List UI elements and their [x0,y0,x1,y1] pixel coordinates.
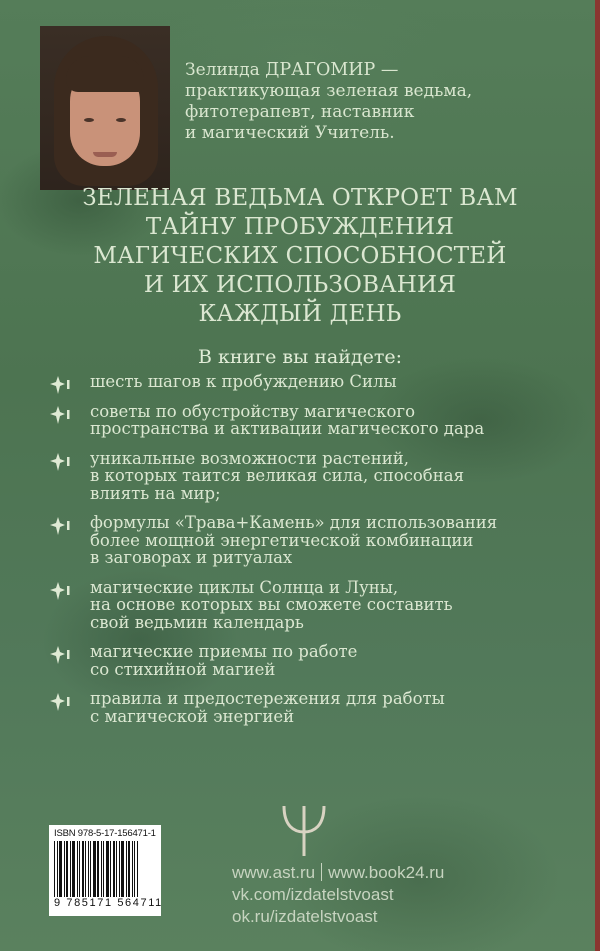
headline-line: ЗЕЛЕНАЯ ВЕДЬМА ОТКРОЕТ ВАМ [82,185,518,211]
feature-item [50,403,570,438]
headline-line: ТАЙНУ ПРОБУЖДЕНИЯ [145,214,455,240]
photo-mouth [93,152,117,157]
headline-line: МАГИЧЕСКИХ СПОСОБНОСТЕЙ [93,243,507,269]
feature-line: шесть шагов к пробуждению Силы [90,372,397,391]
feature-line: влиять на мир; [90,483,221,503]
feature-line: советы по обустройству магического [90,401,416,421]
vk-link[interactable]: vk.com/izdatelstvoast [232,885,394,904]
feature-line: пространства и активации магического дара [90,419,485,438]
psi-trident-logo-icon [278,800,330,858]
feature-line: уникальные возможности растений, [90,448,409,468]
fleur-de-lis-bullet-icon [50,692,72,712]
headline [40,184,560,329]
fleur-de-lis-bullet-icon [50,375,72,395]
photo-eye-right [116,118,126,122]
headline-line: И ИХ ИСПОЛЬЗОВАНИЯ [143,272,457,298]
fleur-de-lis-bullet-icon [50,645,72,665]
feature-line: в которых таится великая сила, способная [90,466,464,485]
feature-line: в заговорах и ритуалах [90,548,293,567]
feature-item [50,643,570,678]
isbn-label: ISBN 978-5-17-156471-1 [54,828,156,839]
feature-line: на основе которых вы сможете составить [90,595,453,614]
feature-item [50,690,570,725]
author-bio-line: фитотерапевт, наставник [185,102,415,122]
feature-item [50,514,570,567]
feature-line: с магической энергией [90,706,295,726]
author-name [185,60,565,81]
author-bio-line: и магический Учитель. [185,123,395,143]
features-list [50,373,570,737]
author-last-name: ДРАГОМИР — [265,60,399,80]
isbn-digits: 9 785171 564711 [54,897,163,909]
fleur-de-lis-bullet-icon [50,452,72,472]
feature-line: магические приемы по работе [90,642,358,661]
spine-edge-strip [595,0,600,951]
photo-eye-left [84,118,94,122]
author-photo [40,26,170,190]
author-bio [185,60,565,144]
fleur-de-lis-bullet-icon [50,581,72,601]
isbn-barcode [49,825,161,916]
publisher-links [232,862,444,928]
feature-line: более мощной энергетической комбинации [90,530,474,550]
barcode-bars [54,841,156,905]
feature-line: правила и предостережения для работы [90,689,445,708]
author-first-name: Зелинда [185,60,260,80]
link-separator [321,863,322,881]
feature-item [50,579,570,632]
features-subheading: В книге вы найдете: [197,346,403,368]
fleur-de-lis-bullet-icon [50,405,72,425]
ok-link[interactable]: ok.ru/izdatelstvoast [232,907,378,926]
feature-line: свой ведьмин календарь [90,612,304,632]
feature-line: формулы «Трава+Камень» для использования [90,513,498,532]
author-bio-line: практикующая зеленая ведьма, [185,81,473,101]
feature-item [50,450,570,503]
photo-bangs [66,56,144,92]
headline-line: КАЖДЫЙ ДЕНЬ [198,301,402,327]
fleur-de-lis-bullet-icon [50,516,72,536]
feature-item [50,373,570,391]
feature-line: магические циклы Солнца и Луны, [90,577,399,597]
book24-website-link[interactable]: www.book24.ru [328,863,445,882]
feature-line: со стихийной магией [90,659,276,679]
ast-website-link[interactable]: www.ast.ru [232,863,316,882]
